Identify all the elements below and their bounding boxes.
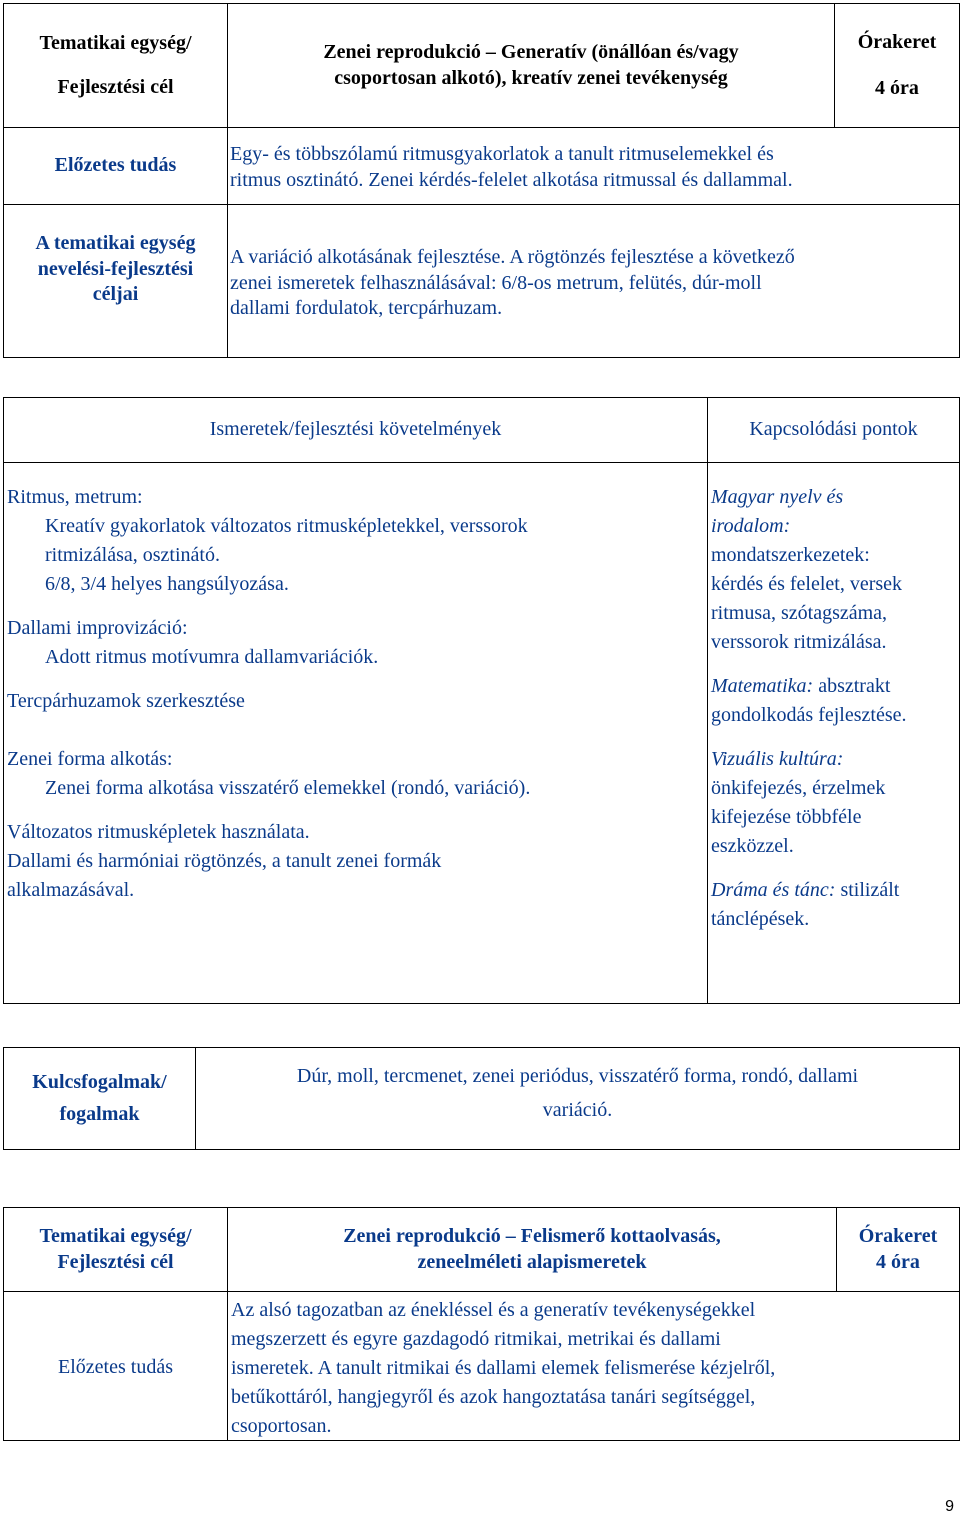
theme2-label-line: Fejlesztési cél [57,1250,174,1273]
goals-text-cell [227,204,960,358]
rhythm-line: ritmizálása, osztinátó. [45,544,220,566]
theme2-title-cell [227,1207,837,1292]
keywords-label-line: fogalmak [59,1102,140,1125]
theme-label-line: Fejlesztési cél [57,75,174,98]
prior2-text-cell [227,1291,960,1441]
prior-knowledge-label-cell [3,127,228,205]
requirements-header: Ismeretek/fejlesztési követelmények [209,418,502,441]
hours2-value: 4 óra [876,1250,920,1273]
goals-line: A variáció alkotásának fejlesztése. A rögtönzés fejlesztése a következő [230,246,795,268]
keywords-line: Dúr, moll, tercmenet, zenei periódus, visszatérő forma, rondó, dallami [296,1065,859,1087]
keywords-label-line: Kulcsfogalmak/ [32,1070,167,1093]
math-label: Matematika: [711,675,814,697]
harmony-line: alkalmazásával. [7,879,135,901]
form-heading: Zenei forma alkotás: [7,748,173,770]
literature-line: ritmusa, szótagszáma, [711,602,888,624]
theme-label-cell [3,3,228,128]
visual-line: kifejezése többféle [711,806,862,828]
visual-line: önkifejezés, érzelmek [711,777,886,799]
literature-label: Magyar nyelv és [711,486,844,508]
literature-line: verssorok ritmizálása. [711,631,887,653]
theme2-label-line: Tematikai egység/ [39,1224,192,1247]
theme-title-line: csoportosan alkotó), kreatív zenei tevékenység [334,66,728,89]
keywords-line: variáció. [542,1098,613,1121]
prior-knowledge-line: Egy- és többszólamú ritmusgyakorlatok a tanult ritmuselemekkel és [230,143,774,165]
requirements-header-cell [3,397,708,463]
hours2-cell [836,1207,960,1292]
math-line: absztrakt [813,675,891,697]
rhythm-line: Kreatív gyakorlatok változatos ritmusképletekkel, verssorok [45,515,528,537]
keywords-label-cell [3,1047,196,1150]
connections-header-cell [707,397,960,463]
hours2-label: Órakeret [858,1224,938,1247]
hours-value: 4 óra [875,76,919,99]
goals-label-line: A tematikai egység [35,232,196,254]
prior2-label-cell [3,1291,228,1441]
math-line: gondolkodás fejlesztése. [711,704,907,726]
impro-heading: Dallami improvizáció: [7,617,188,639]
drama-line: stilizált [835,879,900,901]
connections-header: Kapcsolódási pontok [749,418,918,441]
theme2-title-line: zeneelméleti alapismeretek [417,1250,647,1273]
goals-label-cell [3,204,228,358]
theme-title-cell [227,3,835,128]
literature-line: kérdés és felelet, versek [711,573,903,595]
goals-label-line: nevelési-fejlesztési [37,257,194,280]
theme-label-line: Tematikai egység/ [39,31,192,54]
prior-knowledge-line: ritmus osztinátó. Zenei kérdés-felelet alkotása ritmussal és dallammal. [230,168,793,191]
variation-line: Változatos ritmusképletek használata. [7,821,310,843]
rhythm-heading: Ritmus, metrum: [7,486,143,508]
form-line: Zenei forma alkotása visszatérő elemekkel (rondó, variáció). [45,777,531,799]
keywords-text-cell [195,1047,960,1150]
drama-label: Dráma és tánc: [711,879,836,901]
prior2-line: megszerzett és egyre gazdagodó ritmikai, metrikai és dallami [231,1328,721,1350]
impro-line: Adott ritmus motívumra dallamvariációk. [45,646,379,668]
rhythm-line: 6/8, 3/4 helyes hangsúlyozása. [45,573,289,595]
visual-line: eszközzel. [711,835,794,857]
hours-cell [834,3,960,128]
prior2-line: ismeretek. A tanult ritmikai és dallami elemek felismerése kézjelről, [231,1357,776,1379]
connections-body-cell [707,462,960,1004]
prior2-label: Előzetes tudás [58,1356,173,1379]
theme-title-line: Zenei reprodukció – Generatív (önállóan és/vagy [323,40,739,63]
goals-label-line: céljai [92,283,139,306]
prior2-line: Az alsó tagozatban az énekléssel és a generatív tevékenységekkel [231,1299,756,1321]
terc-line: Tercpárhuzamok szerkesztése [7,690,245,712]
prior-knowledge-label: Előzetes tudás [54,154,177,177]
prior2-line: betűkottáról, hangjegyről és azok hangoztatása tanári segítséggel, [231,1386,756,1408]
literature-line: mondatszerkezetek: [711,544,870,566]
theme2-title-line: Zenei reprodukció – Felismerő kottaolvasás, [343,1224,721,1247]
prior2-line: csoportosan. [231,1415,332,1437]
requirements-body-cell [3,462,708,1004]
prior-knowledge-text-cell [227,127,960,205]
theme2-label-cell [3,1207,228,1292]
literature-label: irodalom: [711,515,791,537]
page-number: 9 [945,1497,954,1515]
goals-line: zenei ismeretek felhasználásával: 6/8-os metrum, felütés, dúr-moll [230,271,762,294]
harmony-line: Dallami és harmóniai rögtönzés, a tanult zenei formák [7,850,442,872]
goals-line: dallami fordulatok, tercpárhuzam. [230,297,503,320]
drama-line: tánclépések. [711,908,810,930]
hours-label: Órakeret [857,30,937,53]
visual-label: Vizuális kultúra: [711,748,844,770]
